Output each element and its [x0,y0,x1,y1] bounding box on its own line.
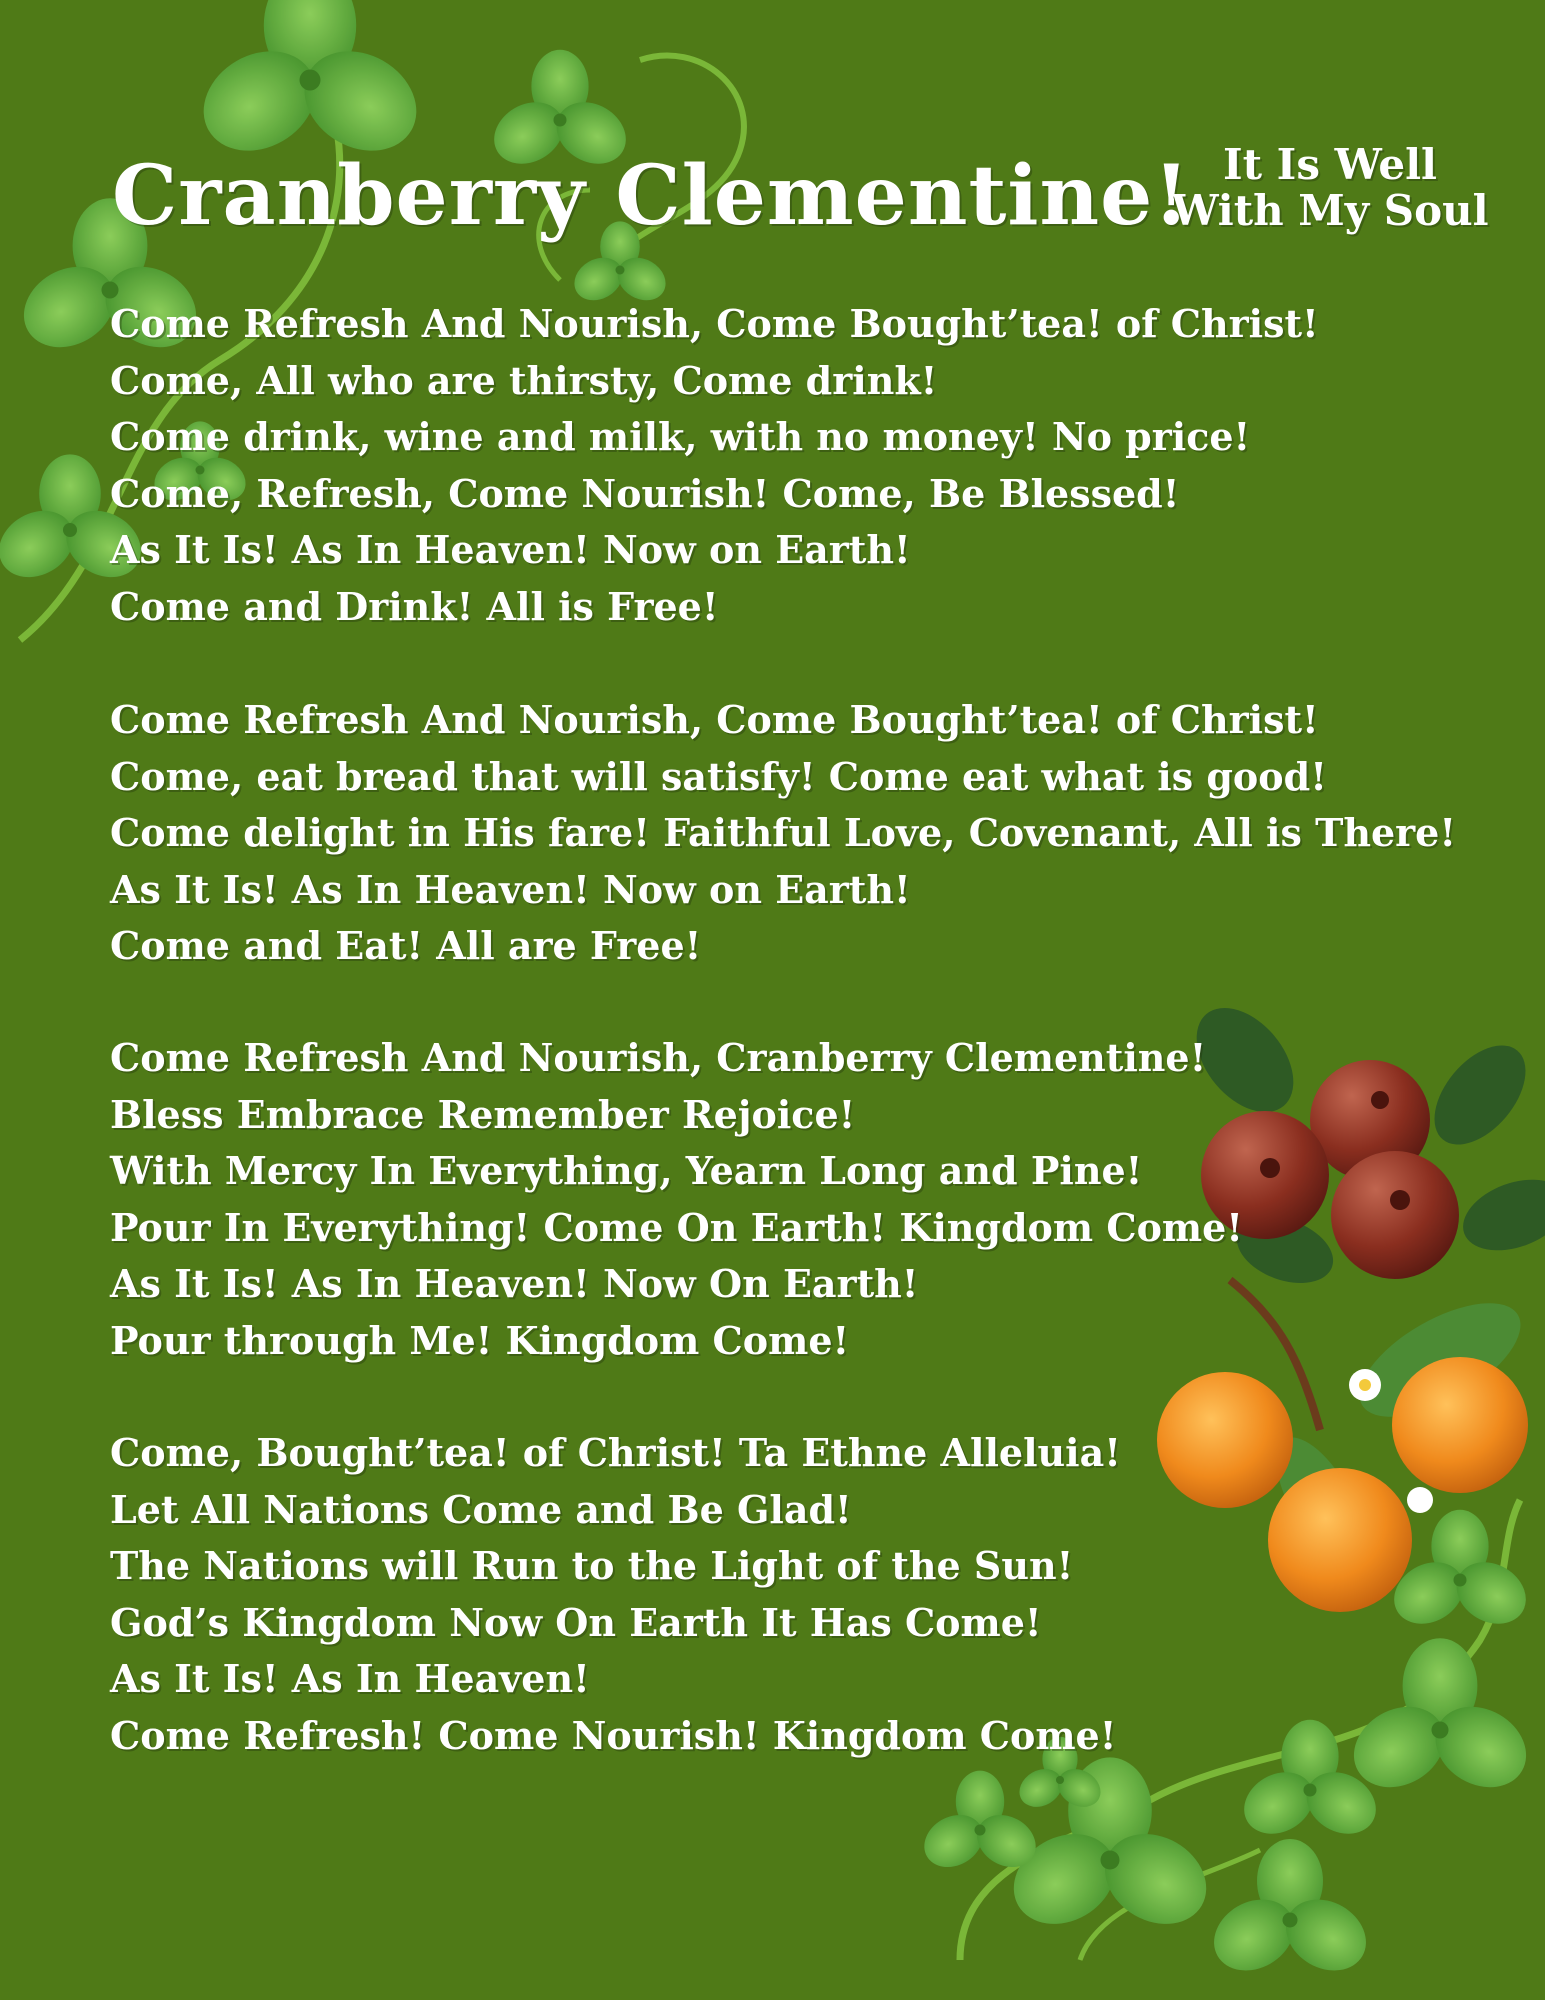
poem-line: Pour through Me! Kingdom Come! [110,1317,850,1363]
poem-line: Come Refresh And Nourish, Cranberry Clementine! [110,1035,1207,1080]
poem-line: Come Refresh! Come Nourish! Kingdom Come! [110,1712,1117,1758]
poem-line: With Mercy In Everything, Yearn Long and Pine! [110,1148,1143,1193]
page-title: Cranberry Clementine! [112,148,1191,244]
poem-line: Come, All who are thirsty, Come drink! [110,357,938,403]
poem-line: Come and Eat! All are Free! [110,923,702,968]
poem-line: Come delight in His fare! Faithful Love, Covenant, All is There! [110,810,1457,855]
poem-line: As It Is! As In Heaven! Now on Earth! [110,866,911,912]
poem-line: Bless Embrace Remember Rejoice! [110,1091,856,1137]
poem-line: Come Refresh And Nourish, Come Bought’tea! of Christ! [110,697,1319,742]
stanza-4 [110,1425,1121,1764]
stanza-2 [110,692,1456,975]
poem-line: The Nations will Run to the Light of the Sun! [110,1543,1074,1588]
poem-line: Come, Bought’tea! of Christ! Ta Ethne Alleluia! [110,1430,1121,1475]
poem-line: Come, eat bread that will satisfy! Come eat what is good! [110,753,1327,799]
poem-line: Come, Refresh, Come Nourish! Come, Be Blessed! [110,470,1180,516]
poem-line: As It Is! As In Heaven! [110,1656,590,1701]
poem-line: God’s Kingdom Now On Earth It Has Come! [110,1599,1042,1645]
subtitle-line: With My Soul [1171,186,1489,235]
subtitle [1160,142,1500,234]
poem-line: Let All Nations Come and Be Glad! [110,1486,852,1532]
poem-line: Come Refresh And Nourish, Come Bought’tea! of Christ! [110,301,1319,346]
poem-line: As It Is! As In Heaven! Now on Earth! [110,527,911,572]
poem-line: Pour In Everything! Come On Earth! Kingdom Come! [110,1204,1243,1250]
stanza-3 [110,1030,1243,1369]
poem-line: Come and Drink! All is Free! [110,583,719,629]
poem-line: Come drink, wine and milk, with no money! No price! [110,414,1251,459]
stanza-1 [110,296,1319,635]
subtitle-line: It Is Well [1223,140,1437,189]
poem-line: As It Is! As In Heaven! Now On Earth! [110,1261,919,1306]
